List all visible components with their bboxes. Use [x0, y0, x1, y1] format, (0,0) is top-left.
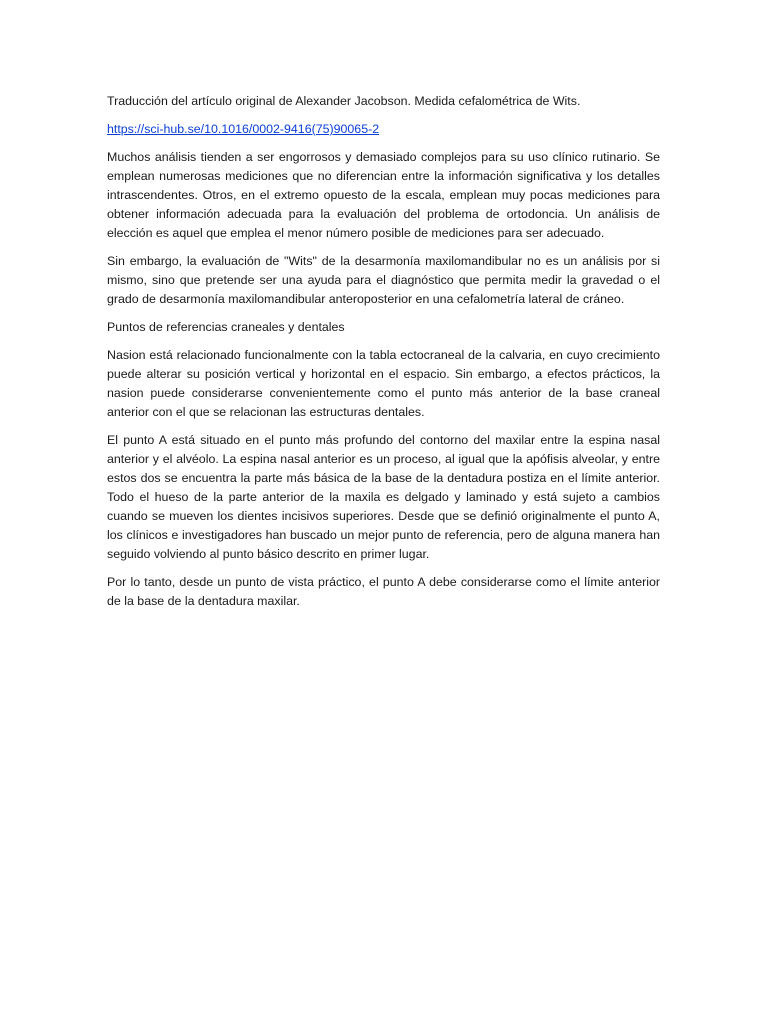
document-body: [107, 92, 660, 620]
paragraph-wits-evaluation: Sin embargo, la evaluación de "Wits" de la desarmonía maxilomandibular no es un análisis por si mismo, sino que pretende ser una ayuda para el diagnóstico que permita medir la gravedad o el grado de desarmonía maxilomandibular anteroposterior en una cefalometría lateral de cráneo.: [107, 254, 660, 306]
paragraph-point-a: El punto A está situado en el punto más profundo del contorno del maxilar entre la espina nasal anterior y el alvéolo. La espina nasal anterior es un proceso, al igual que la apófisis alveolar, y entre estos dos se encuentra la parte más básica de la base de la dentadura postiza en el límite anterior. Todo el hueso de la parte anterior de la maxila es delgado y laminado y está sujeto a cambios cuando se mueven los dientes incisivos superiores. Desde que se definió originalmente el punto A, los clínicos e investigadores han buscado un mejor punto de referencia, pero de alguna manera han seguido volviendo al punto básico descrito en primer lugar.: [107, 433, 660, 561]
intro-line: Traducción del artículo original de Alexander Jacobson. Medida cefalométrica de Wits.: [107, 94, 581, 108]
paragraph-conclusion: Por lo tanto, desde un punto de vista práctico, el punto A debe considerarse como el límite anterior de la base de la dentadura maxilar.: [107, 575, 660, 608]
section-heading: Puntos de referencias craneales y dentales: [107, 320, 345, 334]
source-link[interactable]: https://sci-hub.se/10.1016/0002-9416(75)90065-2: [107, 122, 380, 136]
paragraph-analysis-complexity: Muchos análisis tienden a ser engorrosos y demasiado complejos para su uso clínico rutinario. Se emplean numerosas mediciones que no diferencian entre la información significativa y los detalles intrascendentes. Otros, en el extremo opuesto de la escala, emplean muy pocas mediciones para obtener información adecuada para la evaluación del problema de ortodoncia. Un análisis de elección es aquel que emplea el menor número posible de mediciones para ser adecuado.: [107, 150, 660, 240]
paragraph-nasion: Nasion está relacionado funcionalmente con la tabla ectocraneal de la calvaria, en cuyo crecimiento puede alterar su posición vertical y horizontal en el espacio. Sin embargo, a efectos prácticos, la nasion puede considerarse convenientemente como el punto más anterior de la base craneal anterior con el que se relacionan las estructuras dentales.: [107, 348, 660, 419]
